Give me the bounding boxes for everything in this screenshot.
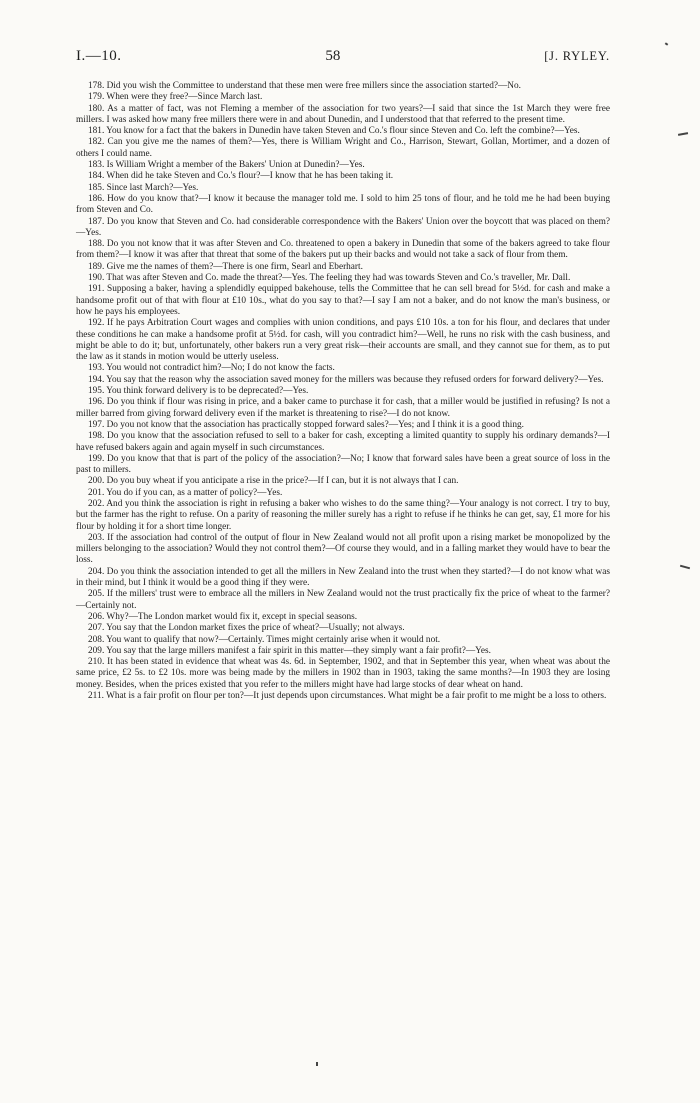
question-180: 180. As a matter of fact, was not Fleming a member of the association for two years?—I said that since the 1st March they were free millers. I was asked how many free millers there were in and about Dunedin, and I understood that that referred to the present time.: [76, 103, 610, 125]
question-206: 206. Why?—The London market would fix it, except in special seasons.: [88, 611, 358, 622]
question-188: 188. Do you not know that it was after Steven and Co. threatened to open a bakery in Dunedin that some of the bakers agreed to take flour from them?—I know it was after that threat that some of the bakers put up their backs and would not take a sack of flour from them.: [76, 239, 610, 261]
question-179: 179. When were they free?—Since March last.: [88, 92, 263, 103]
question-184: 184. When did he take Steven and Co.'s flour?—I know that he has been taking it.: [88, 171, 394, 182]
question-199: 199. Do you know that that is part of the policy of the association?—No; I know that forward sales have been a great source of loss in the past to millers.: [76, 453, 610, 476]
question-195: 195. You think forward delivery is to be deprecated?—Yes.: [88, 386, 309, 397]
scan-speck: [678, 132, 688, 135]
question-201: 201. You do if you can, as a matter of policy?—Yes.: [88, 487, 283, 498]
question-210: 210. It has been stated in evidence that wheat was 4s. 6d. in September, 1902, and that in September this year, when wheat was about the same price, £2 5s. to £2 10s. more was being made by the millers in 1902 than in 1903, taking the same months?—In 1903 they are losing money. Besides, when the prices existed that you refer to the millers might have had large stocks of dear wheat on hand.: [76, 657, 610, 690]
page-number: 58: [325, 48, 341, 64]
question-202: 202. And you think the association is right in refusing a baker who wishes to do the same thing?—Your analogy is not correct. I try to buy, but the farmer has the right to refuse. On a parity of reasoning the miller surely has a right to refuse if he thinks he can get, say, £1 more for his flour by holding it for a short time longer.: [76, 498, 610, 532]
witness-name: [J. RYLEY.: [544, 49, 610, 63]
evidence-text: [76, 81, 610, 702]
question-185: 185. Since last March?—Yes.: [88, 182, 199, 193]
question-182: 182. Can you give me the names of them?—Yes, there is William Wright and Co., Harrison, Stewart, Gollan, Mortimer, and a dozen of others I could name.: [76, 137, 610, 159]
question-191: 191. Supposing a baker, having a splendidly equipped bakehouse, tells the Committee that he can sell bread for 5½d. for cash and make a handsome profit out of that with flour at £10 10s., what do you say to that?—I say I am not a baker, and do not know the man's business, or how he pays his employees.: [76, 284, 610, 317]
question-189: 189. Give me the names of them?—There is one firm, Searl and Eberhart.: [88, 261, 363, 272]
scan-speck: [665, 42, 669, 45]
question-205: 205. If the millers' trust were to embrace all the millers in New Zealand would not the trust practically fix the price of wheat to the farmer?—Certainly not.: [76, 589, 610, 611]
document-reference: I.—10.: [76, 48, 122, 64]
question-194: 194. You say that the reason why the association saved money for the millers was because they refused orders for forward delivery?—Yes.: [88, 374, 604, 385]
question-198: 198. Do you know that the association refused to sell to a baker for cash, excepting a limited quantity to supply his ordinary demands?—I have refused bakers again and again myself in such circumstances.: [76, 431, 610, 453]
question-187: 187. Do you know that Steven and Co. had considerable correspondence with the Bakers' Union over the boycott that was placed on them?—Yes.: [76, 216, 610, 238]
question-211: 211. What is a fair profit on flour per ton?—It just depends upon circumstances. What might be a fair profit to me might be a loss to others.: [88, 691, 607, 702]
question-181: 181. You know for a fact that the bakers in Dunedin have taken Steven and Co.'s flour since Steven and Co. left the combine?—Yes.: [88, 126, 580, 137]
question-209: 209. You say that the large millers manifest a fair spirit in this matter—they simply want a fair profit?—Yes.: [88, 645, 491, 656]
page-header: [76, 48, 610, 65]
question-207: 207. You say that the London market fixes the price of wheat?—Usually; not always.: [88, 623, 405, 634]
question-186: 186. How do you know that?—I know it because the manager told me. I sold to him 25 tons of flour, and he told me he had been buying from Steven and Co.: [76, 193, 610, 216]
question-192: 192. If he pays Arbitration Court wages and complies with union conditions, and pays £10 10s. a ton for his flour, and declares that under these conditions he can make a handsome profit at 5½d. for cash, will you contradict him?—Well, he runs no risk with the cash business, and might be able to do it; but, unfortunately, other bakers run a very great risk—their accounts are small, and they cannot sue for them, as to put the law as it stands in motion would be utterly useless.: [76, 318, 610, 363]
question-183: 183. Is William Wright a member of the Bakers' Union at Dunedin?—Yes.: [88, 160, 365, 171]
question-200: 200. Do you buy wheat if you anticipate a rise in the price?—If I can, but it is not always that I can.: [88, 476, 459, 487]
question-208: 208. You want to qualify that now?—Certainly. Times might certainly arise when it would not.: [88, 634, 441, 645]
question-204: 204. Do you think the association intended to get all the millers in New Zealand into the trust when they started?—I do not know what was in their mind, but I think it would be a good thing if they were.: [76, 566, 610, 589]
document-page: [76, 48, 610, 702]
question-178: 178. Did you wish the Committee to understand that these men were free millers since the association started?—No.: [88, 81, 521, 91]
question-193: 193. You would not contradict him?—No; I do not know the facts.: [88, 363, 335, 374]
question-203: 203. If the association had control of the output of flour in New Zealand would not all profit upon a rising market be monopolized by the millers belonging to the association? Would they not control them?—Of course they would, and in a falling market they would have to bear the loss.: [76, 532, 610, 566]
question-196: 196. Do you think if flour was rising in price, and a baker came to purchase it for cash, that a miller would be justified in refusing? Is not a miller barred from giving forward delivery even if the market is threatening to rise?—I do not know.: [76, 397, 610, 419]
question-190: 190. That was after Steven and Co. made the threat?—Yes. The feeling they had was towards Steven and Co.'s traveller, Mr. Dall.: [88, 273, 571, 284]
question-197: 197. Do you not know that the association has practically stopped forward sales?—Yes; and I think it is a good thing.: [88, 419, 524, 430]
scan-speck: [316, 1062, 318, 1066]
scan-speck: [680, 565, 690, 570]
